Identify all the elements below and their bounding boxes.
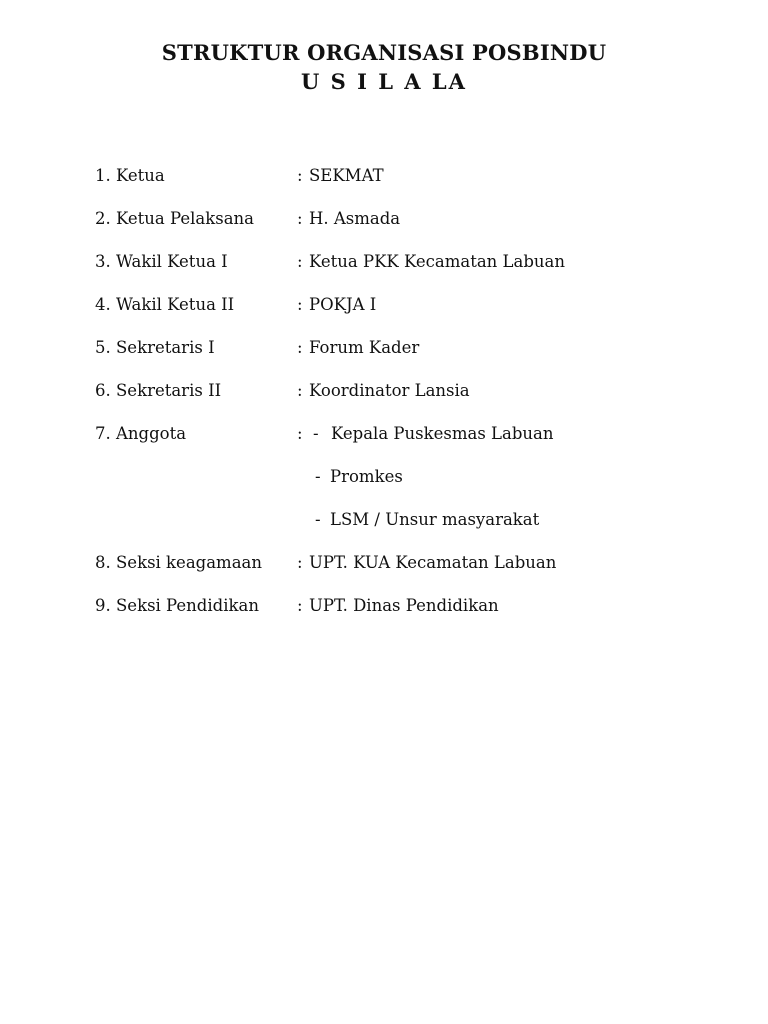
role-label: [95, 293, 234, 317]
role-value: POKJA I: [309, 295, 377, 314]
list-item-anggota-sub: [95, 465, 715, 508]
role-value: Ketua PKK Kecamatan Labuan: [309, 252, 565, 271]
member-value: Promkes: [330, 467, 403, 486]
role-value: Forum Kader: [309, 338, 420, 357]
item-number: 3.: [95, 252, 111, 271]
list-item-ketua: [95, 164, 715, 207]
list-item-sekretaris-2: [95, 379, 715, 422]
list-item-wakil-ketua-2: [95, 293, 715, 336]
item-number: 1.: [95, 166, 111, 185]
role-value: Koordinator Lansia: [309, 381, 470, 400]
list-item-anggota-sub: [95, 508, 715, 551]
item-label: Sekretaris I: [116, 338, 215, 357]
item-label: Wakil Ketua I: [116, 252, 228, 271]
colon-separator: :: [297, 295, 303, 314]
member-value: LSM / Unsur masyarakat: [330, 510, 540, 529]
colon-separator: :: [297, 381, 303, 400]
colon-separator: :: [297, 338, 303, 357]
item-number: 6.: [95, 381, 111, 400]
list-item-wakil-ketua-1: [95, 250, 715, 293]
role-label: [95, 379, 221, 403]
colon-separator: :: [297, 424, 303, 443]
document-subtitle: U S I L A LA: [301, 69, 467, 94]
dash-bullet: -: [315, 510, 321, 529]
item-label: Seksi keagamaan: [116, 553, 263, 572]
item-label: Anggota: [116, 424, 187, 443]
item-number: 7.: [95, 424, 111, 443]
role-label: [95, 594, 259, 618]
colon-separator: :: [297, 252, 303, 271]
item-label: Wakil Ketua II: [116, 295, 235, 314]
item-number: 4.: [95, 295, 111, 314]
item-number: 5.: [95, 338, 111, 357]
item-number: 9.: [95, 596, 111, 615]
member-value: Kepala Puskesmas Labuan: [331, 424, 554, 443]
document-title: STRUKTUR ORGANISASI POSBINDU: [161, 40, 607, 65]
list-item-seksi-pendidikan: [95, 594, 715, 637]
role-label: [95, 164, 165, 188]
role-value: H. Asmada: [309, 209, 401, 228]
role-value: UPT. Dinas Pendidikan: [309, 596, 499, 615]
item-number: 2.: [95, 209, 111, 228]
colon-separator: :: [297, 166, 303, 185]
title-block: [0, 38, 768, 96]
item-label: Ketua: [116, 166, 165, 185]
item-number: 8.: [95, 553, 111, 572]
colon-separator: :: [297, 596, 303, 615]
dash-bullet: -: [313, 424, 319, 443]
role-label: [95, 551, 262, 575]
dash-bullet: -: [315, 467, 321, 486]
role-label: [95, 422, 186, 446]
colon-separator: :: [297, 553, 303, 572]
organization-list: [95, 164, 715, 637]
item-label: Sekretaris II: [116, 381, 222, 400]
list-item-seksi-keagamaan: [95, 551, 715, 594]
role-label: [95, 336, 215, 360]
list-item-ketua-pelaksana: [95, 207, 715, 250]
role-value: UPT. KUA Kecamatan Labuan: [309, 553, 557, 572]
role-label: [95, 250, 228, 274]
item-label: Ketua Pelaksana: [116, 209, 254, 228]
role-value: SEKMAT: [309, 166, 384, 185]
role-label: [95, 207, 254, 231]
item-label: Seksi Pendidikan: [116, 596, 259, 615]
list-item-anggota: [95, 422, 715, 465]
colon-separator: :: [297, 209, 303, 228]
list-item-sekretaris-1: [95, 336, 715, 379]
